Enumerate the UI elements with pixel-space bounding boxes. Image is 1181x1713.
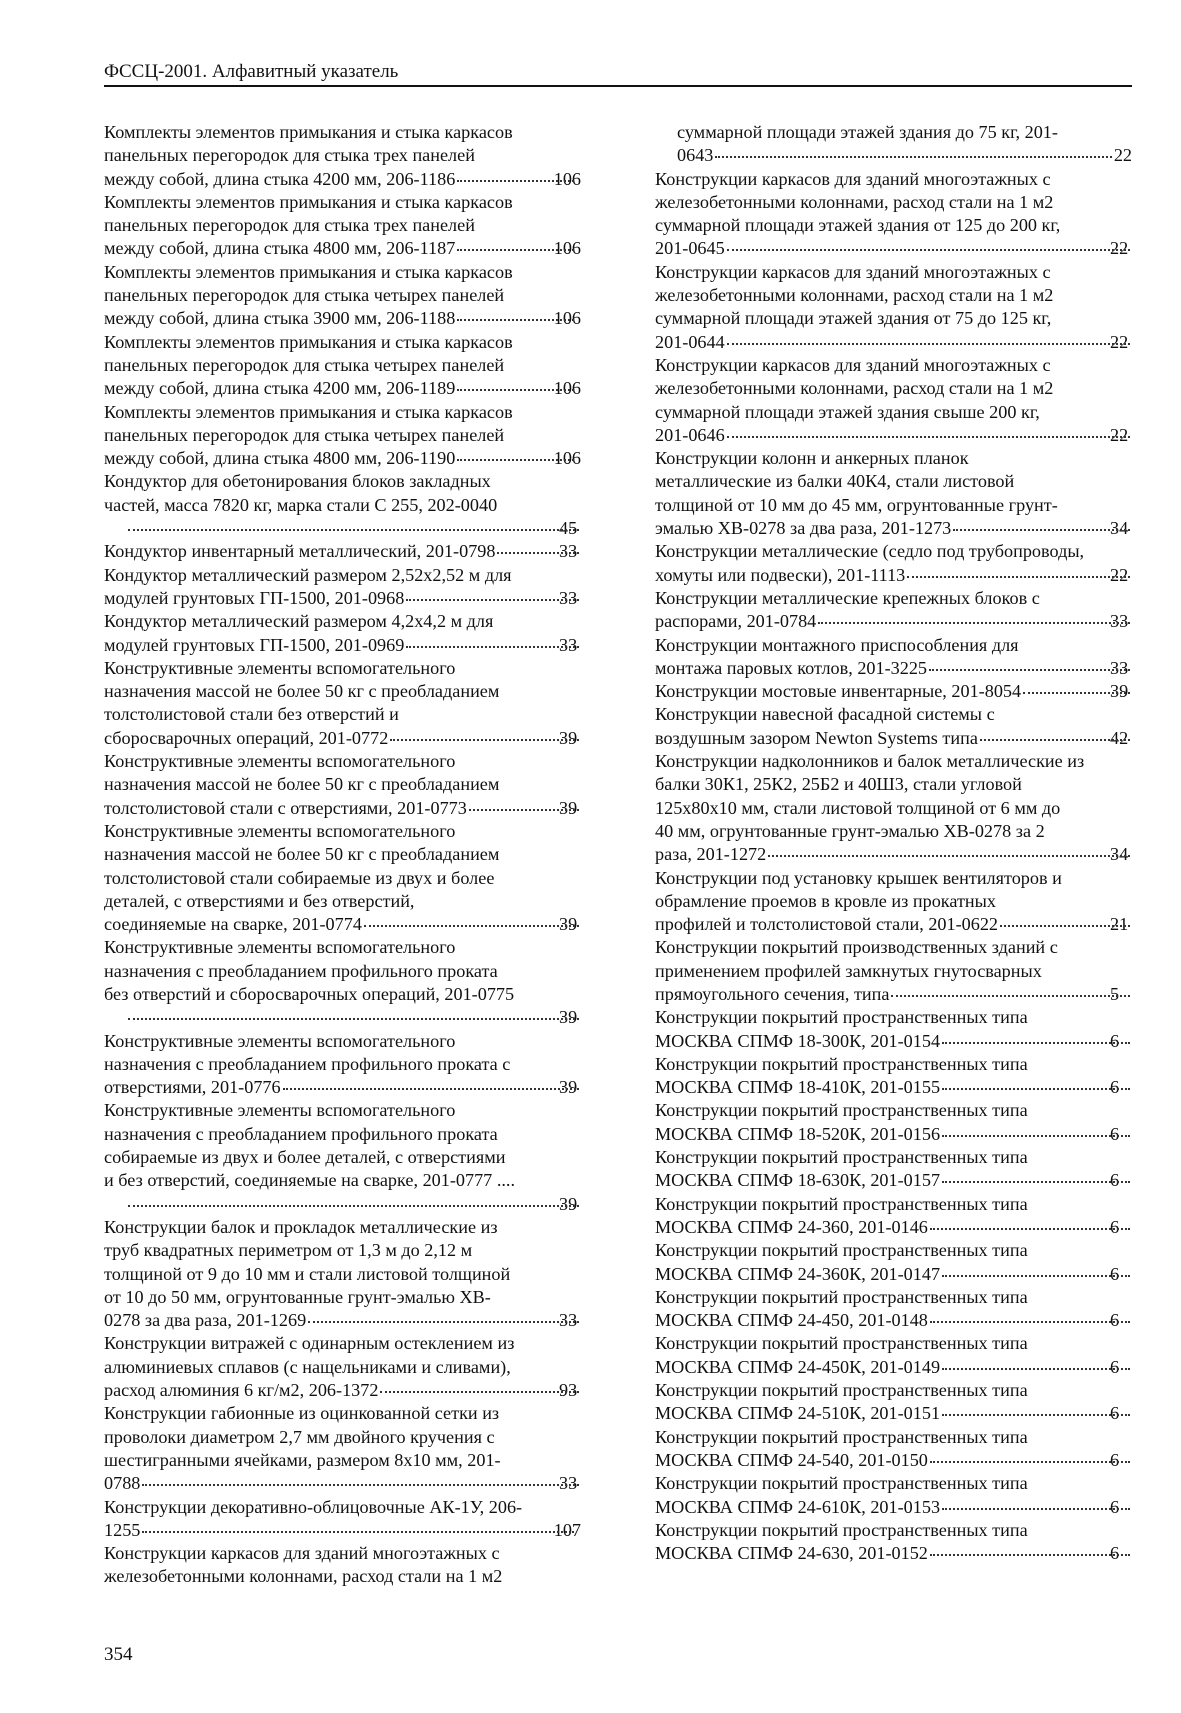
entry-text-line: Конструкции покрытий пространственных типа <box>655 1053 1028 1074</box>
dot-leader <box>929 669 1130 671</box>
entry-text-line: Конструктивные элементы вспомогательного <box>104 751 456 772</box>
dot-leader <box>942 1275 1130 1277</box>
dot-leader <box>283 1088 579 1090</box>
entry-text-line: суммарной площади этажей здания от 125 до 200 кг, <box>655 215 1061 236</box>
index-entry: Кондуктор для обетонирования блоков закладных частей, масса 7820 кг, марка стали С 255, 202-0040 45 <box>104 470 581 540</box>
entry-text-line: 1255 <box>104 1519 141 1540</box>
entry-text-line: суммарной площади этажей здания от 75 до 125 кг, <box>655 308 1052 329</box>
index-entry: Кондуктор металлический размером 4,2х4,2 м для модулей грунтовых ГП-1500, 201-0969 33 <box>104 610 581 657</box>
entry-text-line: распорами, 201-0784 <box>655 611 817 632</box>
dot-leader <box>942 1135 1130 1137</box>
entry-text-line: Конструкции покрытий пространственных типа <box>655 1380 1028 1401</box>
dot-leader <box>457 180 573 182</box>
entry-text-line: 201-0644 <box>655 331 725 352</box>
dot-leader <box>380 1391 579 1393</box>
entry-text-line: 201-0645 <box>655 238 725 259</box>
entry-text-line: профилей и толстолистовой стали, 201-0622 <box>655 914 999 935</box>
page-reference: 22 <box>1113 145 1132 166</box>
entry-text-line: металлические из балки 40К4, стали листовой <box>655 471 1015 492</box>
dot-leader <box>128 529 579 531</box>
entry-text-line: 125х80х10 мм, стали листовой толщиной от 6 мм до <box>655 797 1061 818</box>
entry-text-line: труб квадратных периметром от 1,3 м до 2,12 м <box>104 1240 473 1261</box>
entry-text-line: обрамление проемов в кровле из прокатных <box>655 890 996 911</box>
entry-text-line: Конструкции монтажного приспособления для <box>655 634 1019 655</box>
dot-leader <box>308 1321 579 1323</box>
entry-text-line: панельных перегородок для стыка трех панелей <box>104 145 475 166</box>
entry-text-line: железобетонными колоннами, расход стали на 1 м2 <box>655 191 1054 212</box>
index-entry <box>104 1496 581 1543</box>
entry-text-line: сборосварочных операций, 201-0772 <box>104 727 389 748</box>
index-entry: Конструкции покрытий пространственных типа МОСКВА СПМФ 24-450К, 201-0149 6 <box>655 1332 1132 1379</box>
dot-leader <box>942 1508 1130 1510</box>
dot-leader <box>942 1181 1130 1183</box>
index-entry: Конструктивные элементы вспомогательного назначения массой не более 50 кг с преобладанием толстолистовой стали с отверстиями, 201-0773 39 <box>104 750 581 820</box>
index-entry <box>104 121 581 191</box>
entry-text-line: Конструктивные элементы вспомогательного <box>104 820 456 841</box>
entry-text-line: Конструкции покрытий пространственных типа <box>655 1100 1028 1121</box>
index-entry: Конструктивные элементы вспомогательного назначения с преобладанием профильного проката собираемые из двух и более деталей, с отверстиями и без отверстий, соединяемые на сварке, 201-0777 .... 39 <box>104 1099 581 1215</box>
dot-leader <box>942 1088 1130 1090</box>
entry-text-line: монтажа паровых котлов, 201-3225 <box>655 657 928 678</box>
entry-text-line: Конструкции каркасов для зданий многоэтажных с <box>655 261 1051 282</box>
dot-leader <box>469 809 579 811</box>
entry-text-line: 0643 <box>677 145 714 166</box>
entry-text-line: железобетонными колоннами, расход стали на 1 м2 <box>655 378 1054 399</box>
entry-text-line: Конструкции покрытий производственных зданий с <box>655 937 1058 958</box>
entry-text-line: МОСКВА СПМФ 24-360К, 201-0147 <box>655 1263 941 1284</box>
entry-text-line: МОСКВА СПМФ 24-510К, 201-0151 <box>655 1403 941 1424</box>
entry-text-line: панельных перегородок для стыка четырех панелей <box>104 285 505 306</box>
page-reference: 106 <box>553 378 581 399</box>
dot-leader <box>457 389 573 391</box>
entry-text-line: панельных перегородок для стыка четырех панелей <box>104 424 505 445</box>
entry-text-line: Кондуктор металлический размером 4,2х4,2 м для <box>104 611 494 632</box>
entry-text-line: между собой, длина стыка 4800 мм, 206-1190 <box>104 448 456 469</box>
entry-text-line: МОСКВА СПМФ 24-450К, 201-0149 <box>655 1356 941 1377</box>
dot-leader <box>364 925 579 927</box>
index-entry: Конструкции монтажного приспособления для монтажа паровых котлов, 201-3225 33 <box>655 634 1132 681</box>
entry-text-line: соединяемые на сварке, 201-0774 <box>104 914 362 935</box>
index-entry: Конструкции под установку крышек вентиляторов и обрамление проемов в кровле из прокатных профилей и толстолистовой стали, 201-0622 21 <box>655 867 1132 937</box>
index-entry: Конструкции балок и прокладок металлические из труб квадратных периметром от 1,3 м до 2,12 м толщиной от 9 до 10 мм и стали листовой толщиной от 10 до 50 мм, огрунтованные грунт-эмалью ХВ- 0278 за два раза, 201-1269 33 <box>104 1216 581 1332</box>
dot-leader <box>891 995 1130 997</box>
entry-text-line: расход алюминия 6 кг/м2, 206-1372 <box>104 1380 379 1401</box>
index-entry: Конструктивные элементы вспомогательного назначения с преобладанием профильного проката с отверстиями, 201-0776 39 <box>104 1030 581 1100</box>
entry-text-line: Конструкции каркасов для зданий многоэтажных с <box>655 354 1051 375</box>
page-header: ФССЦ-2001. Алфавитный указатель <box>104 60 1132 87</box>
index-entry: Конструкции покрытий производственных зданий с применением профилей замкнутых гнутосварных прямоугольного сечения, типа 5 <box>655 936 1132 1006</box>
entry-text-line: МОСКВА СПМФ 24-360, 201-0146 <box>655 1216 928 1237</box>
dot-leader <box>980 739 1130 741</box>
entry-text-line: Конструкции каркасов для зданий многоэтажных с <box>655 168 1051 189</box>
entry-text-line: Конструкции металлические крепежных блоков с <box>655 587 1040 608</box>
entry-text-line: МОСКВА СПМФ 18-520К, 201-0156 <box>655 1123 941 1144</box>
index-entry: Конструкции покрытий пространственных типа МОСКВА СПМФ 18-630К, 201-0157 6 <box>655 1146 1132 1193</box>
index-entry <box>104 261 581 331</box>
page-reference: 106 <box>553 308 581 329</box>
entry-text-line: Конструкции габионные из оцинкованной сетки из <box>104 1403 500 1424</box>
entry-text-line: МОСКВА СПМФ 18-630К, 201-0157 <box>655 1170 941 1191</box>
entry-text-line: Комплекты элементов примыкания и стыка каркасов <box>104 261 513 282</box>
entry-text-line: шестигранными ячейками, размером 8х10 мм, 201- <box>104 1449 501 1470</box>
entry-text-line: собираемые из двух и более деталей, с отверстиями <box>104 1147 506 1168</box>
entry-text-line: 0788 <box>104 1473 141 1494</box>
entry-text-line: между собой, длина стыка 4200 мм, 206-1189 <box>104 378 456 399</box>
dot-leader <box>497 552 579 554</box>
entry-text-line: балки 30К1, 25К2, 25Б2 и 40Ш3, стали угловой <box>655 774 1022 795</box>
index-entry: Конструкции металлические (седло под трубопроводы, хомуты или подвески), 201-1113 22 <box>655 540 1132 587</box>
page-reference: 106 <box>553 238 581 259</box>
entry-text-line: Комплекты элементов примыкания и стыка каркасов <box>104 191 513 212</box>
dot-leader <box>142 1531 573 1533</box>
dot-leader <box>930 1228 1130 1230</box>
index-entry: Конструкции покрытий пространственных типа МОСКВА СПМФ 24-360, 201-0146 6 <box>655 1193 1132 1240</box>
index-entry: Конструкции покрытий пространственных типа МОСКВА СПМФ 18-300К, 201-0154 6 <box>655 1006 1132 1053</box>
entry-text-line: 201-0646 <box>655 424 725 445</box>
entry-text-line: алюминиевых сплавов (с нащельниками и сливами), <box>104 1356 511 1377</box>
entry-text-line: назначения с преобладанием профильного проката с <box>104 1053 511 1074</box>
entry-text-line: Конструкции мостовые инвентарные, 201-8054 <box>655 681 1022 702</box>
entry-text-line: Комплекты элементов примыкания и стыка каркасов <box>104 122 513 142</box>
entry-text-line: МОСКВА СПМФ 18-410К, 201-0155 <box>655 1077 941 1098</box>
entry-text-line: толстолистовой стали собираемые из двух и более <box>104 867 495 888</box>
index-entry: Конструкции каркасов для зданий многоэтажных с железобетонными колоннами, расход стали на 1 м2 суммарной площади этажей здания от 75 до 125 кг, 201-0644 22 <box>655 261 1132 354</box>
index-entry: Конструкции покрытий пространственных типа МОСКВА СПМФ 24-360К, 201-0147 6 <box>655 1239 1132 1286</box>
entry-text-line: Кондуктор инвентарный металлический, 201-0798 <box>104 541 496 562</box>
index-entry: Конструкции надколонников и балок металлические из балки 30К1, 25К2, 25Б2 и 40Ш3, стали угловой 125х80х10 мм, стали листовой толщиной от 6 мм до 40 мм, огрунтованные грунт-эмалью ХВ-0278 за 2 раза, 201-1272 34 <box>655 750 1132 866</box>
entry-text-line: железобетонными колоннами, расход стали на 1 м2 <box>104 1566 503 1587</box>
entry-text-line: толстолистовой стали с отверстиями, 201-0773 <box>104 797 467 818</box>
entry-text-line: между собой, длина стыка 4800 мм, 206-1187 <box>104 238 456 259</box>
index-entry: Конструктивные элементы вспомогательного назначения массой не более 50 кг с преобладанием толстолистовой стали собираемые из двух и более деталей, с отверстиями и без отверстий, соединяемые на сварке, 201-0774 39 <box>104 820 581 936</box>
entry-text-line: МОСКВА СПМФ 18-300К, 201-0154 <box>655 1030 941 1051</box>
dot-leader <box>930 1554 1130 1556</box>
page-reference: 107 <box>553 1519 581 1540</box>
entry-text-line: МОСКВА СПМФ 24-540, 201-0150 <box>655 1449 928 1470</box>
entry-text-line: между собой, длина стыка 4200 мм, 206-1186 <box>104 168 456 189</box>
entry-text-line: МОСКВА СПМФ 24-630, 201-0152 <box>655 1543 928 1564</box>
entry-text-line: без отверстий и сборосварочных операций, 201-0775 <box>104 983 515 1004</box>
page-reference: 106 <box>553 168 581 189</box>
dot-leader <box>727 249 1130 251</box>
entry-text-line: Конструкции каркасов для зданий многоэтажных с <box>104 1543 500 1564</box>
entry-text-line: и без отверстий, соединяемые на сварке, 201-0777 .... <box>104 1170 516 1191</box>
dot-leader <box>457 319 573 321</box>
entry-text-line: назначения массой не более 50 кг с преобладанием <box>104 774 500 795</box>
index-entry: Конструкции покрытий пространственных типа МОСКВА СПМФ 24-610К, 201-0153 6 <box>655 1472 1132 1519</box>
entry-text-line: толщиной от 10 мм до 45 мм, огрунтованные грунт- <box>655 494 1058 515</box>
index-entry: Конструкции покрытий пространственных типа МОСКВА СПМФ 24-510К, 201-0151 6 <box>655 1379 1132 1426</box>
entry-text-line: Конструкции покрытий пространственных типа <box>655 1426 1028 1447</box>
index-entry: Конструкции каркасов для зданий многоэтажных с железобетонными колоннами, расход стали на 1 м2 суммарной площади этажей здания от 125 до 200 кг, 201-0645 22 <box>655 168 1132 261</box>
dot-leader <box>930 1321 1130 1323</box>
dot-leader <box>727 436 1130 438</box>
entry-text-line: назначения с преобладанием профильного проката <box>104 960 498 981</box>
index-entry: Конструкции покрытий пространственных типа МОСКВА СПМФ 24-630, 201-0152 6 <box>655 1519 1132 1566</box>
entry-text-line: Конструкции покрытий пространственных типа <box>655 1333 1028 1354</box>
entry-text-line: назначения массой не более 50 кг с преобладанием <box>104 844 500 865</box>
entry-text-line: МОСКВА СПМФ 24-610К, 201-0153 <box>655 1496 941 1517</box>
page-reference: 106 <box>553 448 581 469</box>
index-entry: Конструкции покрытий пространственных типа МОСКВА СПМФ 24-540, 201-0150 6 <box>655 1426 1132 1473</box>
dot-leader <box>715 156 1111 158</box>
entry-text-line: Конструктивные элементы вспомогательного <box>104 937 456 958</box>
entry-text-line: Конструкции металлические (седло под трубопроводы, <box>655 541 1085 562</box>
entry-text-line: от 10 до 50 мм, огрунтованные грунт-эмалью ХВ- <box>104 1286 491 1307</box>
index-entry: Конструктивные элементы вспомогательного назначения с преобладанием профильного проката без отверстий и сборосварочных операций, 201-0775 39 <box>104 936 581 1029</box>
page-number: 354 <box>104 1644 133 1665</box>
entry-text-line: железобетонными колоннами, расход стали на 1 м2 <box>655 285 1054 306</box>
index-entry <box>104 1542 581 1589</box>
entry-text-line: модулей грунтовых ГП-1500, 201-0969 <box>104 634 405 655</box>
entry-text-line: назначения с преобладанием профильного проката <box>104 1123 498 1144</box>
entry-text-line: толщиной от 9 до 10 мм и стали листовой толщиной <box>104 1263 511 1284</box>
index-entry: Конструкции каркасов для зданий многоэтажных с железобетонными колоннами, расход стали на 1 м2 суммарной площади этажей здания свыше 200 кг, 201-0646 22 <box>655 354 1132 447</box>
dot-leader <box>942 1042 1130 1044</box>
index-entry <box>655 121 1132 168</box>
entry-text-line: отверстиями, 201-0776 <box>104 1077 281 1098</box>
index-entry: Конструкции покрытий пространственных типа МОСКВА СПМФ 24-450, 201-0148 6 <box>655 1286 1132 1333</box>
entry-text-line: Конструкции витражей с одинарным остеклением из <box>104 1333 515 1354</box>
dot-leader <box>406 599 579 601</box>
index-entry: Конструкции навесной фасадной системы с воздушным зазором Newton Systems типа 42 <box>655 703 1132 750</box>
dot-leader <box>457 249 573 251</box>
index-entry: Конструкции габионные из оцинкованной сетки из проволоки диаметром 2,7 мм двойного кручения с шестигранными ячейками, размером 8х10 мм, 201- 0788 33 <box>104 1402 581 1495</box>
dot-leader <box>1000 925 1130 927</box>
index-entry: Конструкции покрытий пространственных типа МОСКВА СПМФ 18-410К, 201-0155 6 <box>655 1053 1132 1100</box>
entry-text-line: частей, масса 7820 кг, марка стали С 255, 202-0040 <box>104 494 498 515</box>
entry-text-line: между собой, длина стыка 3900 мм, 206-1188 <box>104 308 456 329</box>
index-entry: Конструкции металлические крепежных блоков с распорами, 201-0784 33 <box>655 587 1132 634</box>
entry-text-line: деталей, с отверстиями и без отверстий, <box>104 890 415 911</box>
entry-text-line: Конструкции покрытий пространственных типа <box>655 1007 1028 1028</box>
entry-text-line: Конструкции надколонников и балок металлические из <box>655 751 1085 772</box>
entry-text-line: Конструкции колонн и анкерных планок <box>655 448 969 469</box>
dot-leader <box>953 529 1130 531</box>
entry-text-line: суммарной площади этажей здания свыше 200 кг, <box>655 401 1040 422</box>
entry-text-line: Конструкции декоративно-облицовочные АК-1У, 206- <box>104 1496 523 1517</box>
index-entry: Кондуктор металлический размером 2,52х2,52 м для модулей грунтовых ГП-1500, 201-0968 33 <box>104 564 581 611</box>
dot-leader <box>930 1461 1130 1463</box>
entry-text-line: Конструкции покрытий пространственных типа <box>655 1519 1028 1540</box>
entry-text-line: панельных перегородок для стыка четырех панелей <box>104 354 505 375</box>
entry-text-line: 40 мм, огрунтованные грунт-эмалью ХВ-0278 за 2 <box>655 820 1045 841</box>
entry-text-line: применением профилей замкнутых гнутосварных <box>655 960 1042 981</box>
entry-text-line: эмалью ХВ-0278 за два раза, 201-1273 <box>655 518 952 539</box>
index-entry: Кондуктор инвентарный металлический, 201-0798 33 <box>104 540 581 563</box>
entry-text-line: толстолистовой стали без отверстий и <box>104 704 399 725</box>
entry-text-line: Кондуктор для обетонирования блоков закладных <box>104 471 491 492</box>
dot-leader <box>457 459 573 461</box>
index-column-right <box>655 121 1132 1565</box>
index-entry <box>104 191 581 261</box>
entry-text-line: воздушным зазором Newton Systems типа <box>655 727 978 748</box>
index-entry: Конструкции колонн и анкерных планок металлические из балки 40К4, стали листовой толщиной от 10 мм до 45 мм, огрунтованные грунт- эмалью ХВ-0278 за два раза, 201-1273 34 <box>655 447 1132 540</box>
index-entry: Конструкции покрытий пространственных типа МОСКВА СПМФ 18-520К, 201-0156 6 <box>655 1099 1132 1146</box>
entry-text-line: Конструкции покрытий пространственных типа <box>655 1147 1028 1168</box>
entry-text-line: модулей грунтовых ГП-1500, 201-0968 <box>104 587 405 608</box>
index-column-left <box>104 121 581 1589</box>
index-entry <box>104 331 581 401</box>
entry-text-line: суммарной площади этажей здания до 75 кг, 201- <box>677 122 1058 142</box>
entry-text-line: Конструкции покрытий пространственных типа <box>655 1473 1028 1494</box>
dot-leader <box>768 855 1130 857</box>
dot-leader <box>818 622 1130 624</box>
dot-leader <box>128 1018 579 1020</box>
dot-leader <box>727 343 1130 345</box>
entry-text-line: хомуты или подвески), 201-1113 <box>655 564 906 585</box>
entry-text-line: раза, 201-1272 <box>655 844 767 865</box>
entry-text-line: Конструкции покрытий пространственных типа <box>655 1193 1028 1214</box>
entry-text-line: Конструктивные элементы вспомогательного <box>104 1100 456 1121</box>
dot-leader <box>406 646 579 648</box>
dot-leader <box>907 576 1130 578</box>
entry-text-line: Комплекты элементов примыкания и стыка каркасов <box>104 401 513 422</box>
dot-leader <box>1023 692 1130 694</box>
dot-leader <box>942 1414 1130 1416</box>
entry-text-line: Конструктивные элементы вспомогательного <box>104 657 456 678</box>
entry-text-line: Конструкции балок и прокладок металлические из <box>104 1216 498 1237</box>
index-entry: Конструкции мостовые инвентарные, 201-8054 39 <box>655 680 1132 703</box>
entry-text-line: Конструкции покрытий пространственных типа <box>655 1240 1028 1261</box>
dot-leader <box>390 739 579 741</box>
index-entry <box>104 401 581 471</box>
entry-text-line: Конструкции покрытий пространственных типа <box>655 1286 1028 1307</box>
entry-text-line: Конструкции под установку крышек вентиляторов и <box>655 867 1062 888</box>
entry-text-line: Кондуктор металлический размером 2,52х2,52 м для <box>104 564 512 585</box>
entry-text-line: 0278 за два раза, 201-1269 <box>104 1310 307 1331</box>
dot-leader <box>942 1368 1130 1370</box>
entry-text-line: МОСКВА СПМФ 24-450, 201-0148 <box>655 1310 928 1331</box>
entry-text-line: назначения массой не более 50 кг с преобладанием <box>104 681 500 702</box>
entry-text-line: прямоугольного сечения, типа <box>655 983 890 1004</box>
index-entry: Конструктивные элементы вспомогательного назначения массой не более 50 кг с преобладанием толстолистовой стали без отверстий и сборосварочных операций, 201-0772 39 <box>104 657 581 750</box>
entry-text-line: проволоки диаметром 2,7 мм двойного кручения с <box>104 1426 495 1447</box>
entry-text-line: Конструктивные элементы вспомогательного <box>104 1030 456 1051</box>
entry-text-line: панельных перегородок для стыка трех панелей <box>104 215 475 236</box>
dot-leader <box>128 1205 579 1207</box>
index-entry: Конструкции витражей с одинарным остеклением из алюминиевых сплавов (с нащельниками и сливами), расход алюминия 6 кг/м2, 206-1372 93 <box>104 1332 581 1402</box>
entry-text-line: Конструкции навесной фасадной системы с <box>655 704 995 725</box>
entry-text-line: Комплекты элементов примыкания и стыка каркасов <box>104 331 513 352</box>
dot-leader <box>142 1484 579 1486</box>
